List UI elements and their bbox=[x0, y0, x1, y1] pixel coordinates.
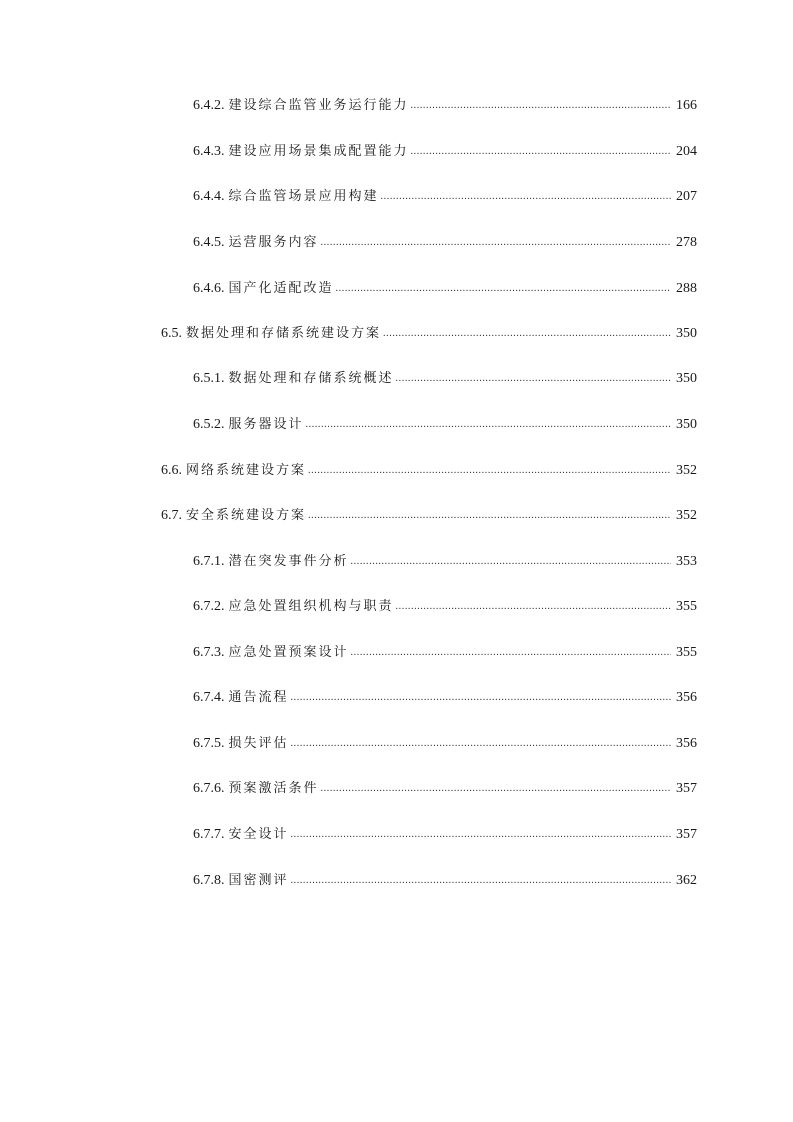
toc-entry-title: 安全系统建设方案 bbox=[186, 508, 307, 523]
toc-entry-title: 潜在突发事件分析 bbox=[228, 554, 349, 569]
toc-entry-title: 预案激活条件 bbox=[228, 781, 319, 796]
toc-entry[interactable] bbox=[193, 550, 697, 572]
toc-entry-title: 国密测评 bbox=[228, 873, 289, 888]
toc-entry-title: 应急处置预案设计 bbox=[228, 645, 349, 660]
toc-entry-title: 通告流程 bbox=[228, 690, 289, 705]
toc-entry[interactable] bbox=[193, 732, 697, 754]
toc-entry[interactable] bbox=[193, 823, 697, 845]
toc-entry-number: 6.4.6. bbox=[193, 281, 225, 296]
toc-entry[interactable] bbox=[161, 322, 697, 344]
toc-entry-number: 6.5. bbox=[161, 326, 182, 341]
toc-dot-leader bbox=[308, 458, 671, 482]
toc-entry-page: 278 bbox=[676, 235, 697, 250]
toc-entry-page: 357 bbox=[676, 827, 697, 842]
toc-entry-page: 362 bbox=[676, 873, 697, 888]
toc-entry-page: 204 bbox=[676, 144, 697, 159]
toc-entry[interactable] bbox=[193, 140, 697, 162]
toc-entry-title: 国产化适配改造 bbox=[228, 281, 334, 296]
toc-dot-leader bbox=[321, 776, 671, 800]
toc-entry-title: 建设应用场景集成配置能力 bbox=[228, 144, 409, 159]
toc-entry[interactable] bbox=[193, 595, 697, 617]
toc-dot-leader bbox=[291, 822, 671, 846]
toc-entry[interactable] bbox=[193, 869, 697, 891]
toc-entry-title: 综合监管场景应用构建 bbox=[228, 189, 379, 204]
toc-entry[interactable] bbox=[193, 367, 697, 389]
toc-dot-leader bbox=[336, 276, 671, 300]
toc-entry[interactable] bbox=[193, 185, 697, 207]
toc-entry-page: 352 bbox=[676, 508, 697, 523]
toc-entry-number: 6.5.1. bbox=[193, 371, 225, 386]
toc-entry[interactable] bbox=[193, 777, 697, 799]
toc-entry-title: 运营服务内容 bbox=[228, 235, 319, 250]
toc-entry[interactable] bbox=[193, 94, 697, 116]
toc-entry-page: 357 bbox=[676, 781, 697, 796]
toc-entry-number: 6.7.5. bbox=[193, 736, 225, 751]
toc-entry-number: 6.6. bbox=[161, 463, 182, 478]
toc-entry-number: 6.4.3. bbox=[193, 144, 225, 159]
toc-dot-leader bbox=[351, 640, 671, 664]
toc-entry-page: 350 bbox=[676, 371, 697, 386]
toc-entry-page: 353 bbox=[676, 554, 697, 569]
toc-entry-number: 6.4.5. bbox=[193, 235, 225, 250]
toc-entry-title: 应急处置组织机构与职责 bbox=[228, 599, 394, 614]
toc-dot-leader bbox=[396, 366, 671, 390]
toc-dot-leader bbox=[411, 93, 671, 117]
toc-entry-number: 6.7.1. bbox=[193, 554, 225, 569]
toc-entry-number: 6.7.8. bbox=[193, 873, 225, 888]
toc-entry-title: 损失评估 bbox=[228, 736, 289, 751]
toc-entry-title: 安全设计 bbox=[228, 827, 289, 842]
toc-entry-page: 352 bbox=[676, 463, 697, 478]
toc-dot-leader bbox=[381, 184, 671, 208]
toc-entry[interactable] bbox=[193, 231, 697, 253]
toc-entry-number: 6.4.2. bbox=[193, 98, 225, 113]
toc-entry-page: 166 bbox=[676, 98, 697, 113]
toc-entry[interactable] bbox=[161, 504, 697, 526]
toc-entry-page: 288 bbox=[676, 281, 697, 296]
toc-entry-title: 网络系统建设方案 bbox=[186, 463, 307, 478]
toc-entry-number: 6.7.3. bbox=[193, 645, 225, 660]
toc-dot-leader bbox=[306, 412, 671, 436]
toc-entry-page: 355 bbox=[676, 599, 697, 614]
toc-entry-page: 207 bbox=[676, 189, 697, 204]
toc-entry-page: 350 bbox=[676, 326, 697, 341]
toc-entry-page: 356 bbox=[676, 736, 697, 751]
toc-entry-title: 数据处理和存储系统建设方案 bbox=[186, 326, 382, 341]
toc-entry-number: 6.5.2. bbox=[193, 417, 225, 432]
toc-entry[interactable] bbox=[193, 641, 697, 663]
toc-dot-leader bbox=[351, 549, 671, 573]
toc-entry-page: 350 bbox=[676, 417, 697, 432]
toc-dot-leader bbox=[291, 731, 671, 755]
toc-entry[interactable] bbox=[193, 277, 697, 299]
toc-entry-number: 6.4.4. bbox=[193, 189, 225, 204]
toc-entry-title: 服务器设计 bbox=[228, 417, 304, 432]
toc-entry-number: 6.7.7. bbox=[193, 827, 225, 842]
toc-dot-leader bbox=[291, 868, 671, 892]
toc-dot-leader bbox=[291, 685, 671, 709]
toc-dot-leader bbox=[411, 139, 671, 163]
toc-entry-number: 6.7.6. bbox=[193, 781, 225, 796]
toc-entry-page: 356 bbox=[676, 690, 697, 705]
toc-entry[interactable] bbox=[161, 459, 697, 481]
toc-entry-number: 6.7.4. bbox=[193, 690, 225, 705]
toc-entry-page: 355 bbox=[676, 645, 697, 660]
toc-entry-title: 数据处理和存储系统概述 bbox=[228, 371, 394, 386]
toc-dot-leader bbox=[308, 503, 671, 527]
toc-dot-leader bbox=[321, 230, 671, 254]
toc-dot-leader bbox=[383, 321, 671, 345]
toc-entry[interactable] bbox=[193, 413, 697, 435]
toc-entry[interactable] bbox=[193, 686, 697, 708]
toc-entry-number: 6.7.2. bbox=[193, 599, 225, 614]
toc-entry-title: 建设综合监管业务运行能力 bbox=[228, 98, 409, 113]
toc-dot-leader bbox=[396, 594, 671, 618]
toc-entry-number: 6.7. bbox=[161, 508, 182, 523]
